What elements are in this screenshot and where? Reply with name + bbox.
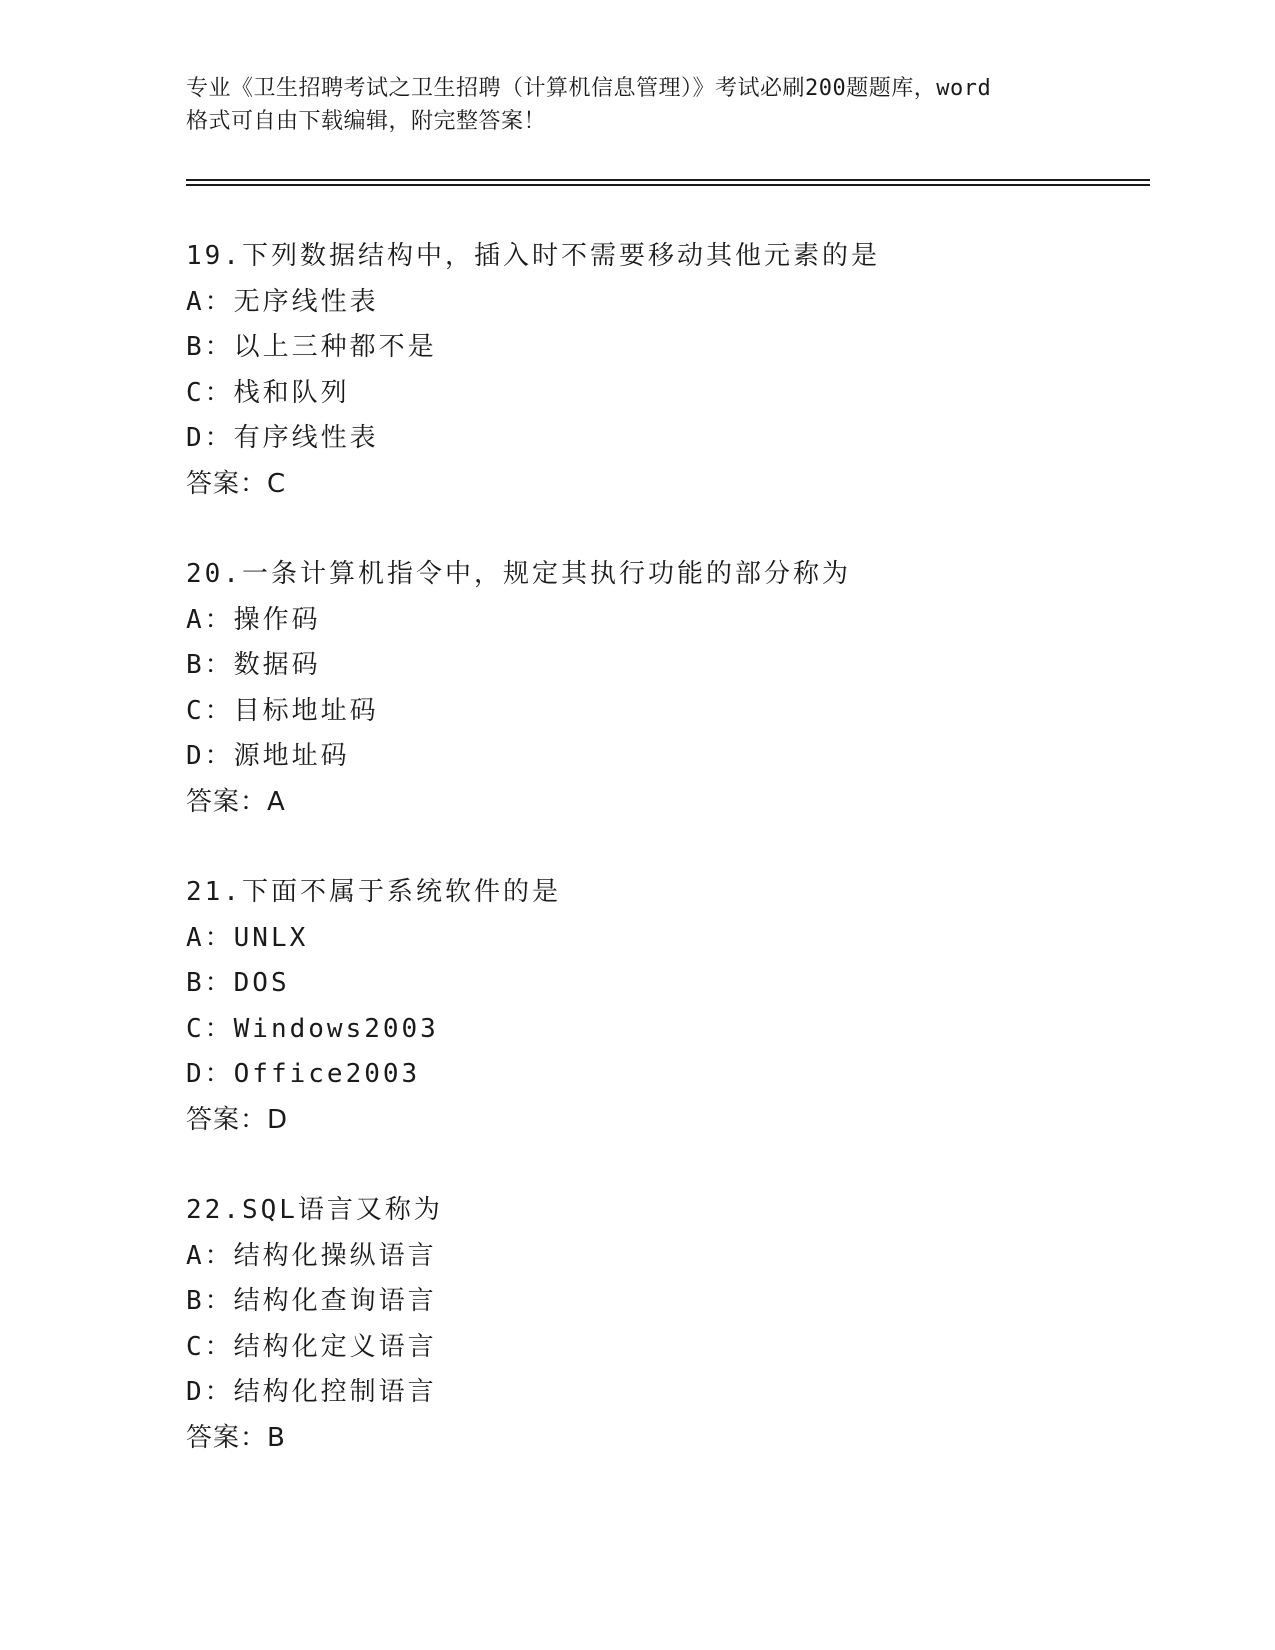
option-b: B：数据码	[186, 650, 321, 680]
option-d: D：源地址码	[186, 741, 350, 771]
option-d: D：有序线性表	[186, 423, 379, 453]
header-divider-bottom	[186, 184, 1150, 186]
option-d: D：Office2003	[186, 1059, 421, 1089]
question-20	[186, 552, 1186, 825]
question-stem: 20.一条计算机指令中，规定其执行功能的部分称为	[186, 559, 851, 589]
header-divider-top	[186, 179, 1150, 181]
option-b: B：结构化查询语言	[186, 1286, 437, 1316]
question-stem: 19.下列数据结构中，插入时不需要移动其他元素的是	[186, 241, 880, 271]
document-header	[186, 72, 1086, 138]
option-c: C：结构化定义语言	[186, 1331, 437, 1362]
option-c: C：Windows2003	[186, 1013, 439, 1044]
option-a: A：结构化操纵语言	[186, 1240, 437, 1271]
answer-line: 答案：C	[186, 468, 287, 499]
option-c: C：目标地址码	[186, 695, 379, 726]
question-stem: 22.SQL语言又称为	[186, 1195, 443, 1225]
option-a: A：UNLX	[186, 922, 309, 953]
answer-line: 答案：B	[186, 1422, 286, 1453]
option-a: A：操作码	[186, 604, 321, 635]
option-a: A：无序线性表	[186, 286, 379, 317]
question-19	[186, 234, 1186, 507]
header-title-line-2: 格式可自由下载编辑，附完整答案！	[186, 109, 547, 134]
question-stem: 21.下面不属于系统软件的是	[186, 877, 561, 907]
answer-line: 答案：A	[186, 786, 286, 817]
header-title-line-1: 专业《卫生招聘考试之卫生招聘（计算机信息管理）》考试必刷200题题库，word	[186, 76, 992, 101]
option-d: D：结构化控制语言	[186, 1377, 437, 1407]
question-22	[186, 1188, 1186, 1461]
question-21	[186, 870, 1186, 1143]
option-b: B：以上三种都不是	[186, 332, 437, 362]
option-c: C：栈和队列	[186, 377, 350, 408]
answer-line: 答案：D	[186, 1104, 289, 1135]
option-b: B：DOS	[186, 968, 290, 998]
